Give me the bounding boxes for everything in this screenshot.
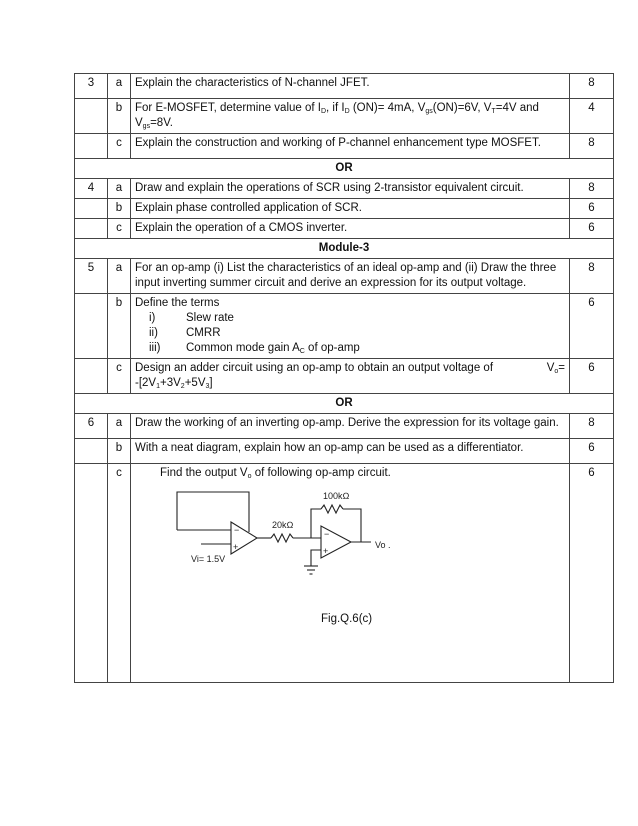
- marks: 4: [570, 99, 614, 134]
- figure-caption: Fig.Q.6(c): [321, 613, 373, 625]
- marks: 8: [570, 74, 614, 99]
- input-voltage-label: Vi= 1.5V: [191, 554, 226, 564]
- resistor-r1-label: 20kΩ: [272, 520, 294, 530]
- sub-label: b: [108, 99, 131, 134]
- question-text: Draw the working of an inverting op-amp. Derive the expression for its voltage gain.: [131, 414, 570, 439]
- sub-label: a: [108, 259, 131, 294]
- question-row: [75, 414, 614, 439]
- marks: 6: [570, 439, 614, 464]
- question-row: [75, 359, 614, 394]
- marks: 6: [570, 199, 614, 219]
- question-text: For E-MOSFET, determine value of $I_D$, if $I_D$ (ON)= 4mA, $V_{gs}(ON)=6V$, $V_T=4V$ and $V_{gs}=8V$.: [131, 99, 570, 134]
- define-terms-heading: Define the terms: [135, 297, 220, 309]
- op-amp-circuit-diagram: [161, 484, 401, 584]
- question-text: With a neat diagram, explain how an op-amp can be used as a differentiator.: [131, 439, 570, 464]
- question-table: [74, 73, 614, 683]
- marks: 6: [570, 294, 614, 359]
- question-row: [75, 74, 614, 99]
- question-row: [75, 259, 614, 294]
- sub-label: a: [108, 414, 131, 439]
- separator-row: [75, 159, 614, 179]
- question-text: Explain the construction and working of P-channel enhancement type MOSFET.: [131, 134, 570, 159]
- svg-text:+: +: [233, 542, 239, 552]
- question-text: Find the output $V_o$ of following op-amp circuit. − + − + 20kΩ 100kΩ Vi= 1.5V Vo . Fig.Q.6(c): [131, 464, 570, 683]
- sub-label: c: [108, 134, 131, 159]
- question-row: [75, 99, 614, 134]
- question-row: [75, 219, 614, 239]
- marks: 8: [570, 179, 614, 199]
- svg-text:−: −: [234, 525, 240, 535]
- or-separator: OR: [75, 159, 614, 179]
- marks: 8: [570, 414, 614, 439]
- marks: 6: [570, 359, 614, 394]
- question-text: Draw and explain the operations of SCR using 2-transistor equivalent circuit.: [131, 179, 570, 199]
- question-text: Explain phase controlled application of SCR.: [131, 199, 570, 219]
- sub-label: a: [108, 179, 131, 199]
- separator-row: [75, 239, 614, 259]
- sub-label: b: [108, 294, 131, 359]
- question-number: 3: [75, 74, 108, 99]
- question-text: Design an adder circuit using an op-amp to obtain an output voltage of $V_o=$ $-[2V_1+3V_2+5V_3]$: [131, 359, 570, 394]
- output-voltage-label: Vo .: [375, 540, 391, 550]
- question-row: [75, 134, 614, 159]
- term-item: iii) Common mode gain $A_C$ of op-amp: [149, 342, 360, 355]
- sub-label: a: [108, 74, 131, 99]
- sub-label: b: [108, 439, 131, 464]
- question-row: [75, 199, 614, 219]
- question-number: 4: [75, 179, 108, 199]
- question-number: 6: [75, 414, 108, 439]
- question-text: [131, 294, 570, 359]
- marks: 6: [570, 219, 614, 239]
- module-heading: Module-3: [75, 239, 614, 259]
- question-row: [75, 464, 614, 683]
- sub-label: c: [108, 219, 131, 239]
- term-item: ii) CMRR: [149, 327, 221, 339]
- question-row: [75, 294, 614, 359]
- sub-label: b: [108, 199, 131, 219]
- resistor-r2-label: 100kΩ: [323, 491, 350, 501]
- term-item: i) Slew rate: [149, 312, 234, 324]
- or-separator: OR: [75, 394, 614, 414]
- question-row: [75, 439, 614, 464]
- question-text: Explain the operation of a CMOS inverter.: [131, 219, 570, 239]
- marks: 8: [570, 134, 614, 159]
- separator-row: [75, 394, 614, 414]
- question-number: 5: [75, 259, 108, 294]
- marks: 6: [570, 464, 614, 683]
- sub-label: c: [108, 359, 131, 394]
- question-text: Explain the characteristics of N-channel JFET.: [131, 74, 570, 99]
- svg-text:+: +: [323, 546, 329, 556]
- sub-label: c: [108, 464, 131, 683]
- question-row: [75, 179, 614, 199]
- question-text: For an op-amp (i) List the characteristics of an ideal op-amp and (ii) Draw the three input inverting summer circuit and derive an expression for its output voltage.: [131, 259, 570, 294]
- marks: 8: [570, 259, 614, 294]
- svg-text:−: −: [324, 529, 330, 539]
